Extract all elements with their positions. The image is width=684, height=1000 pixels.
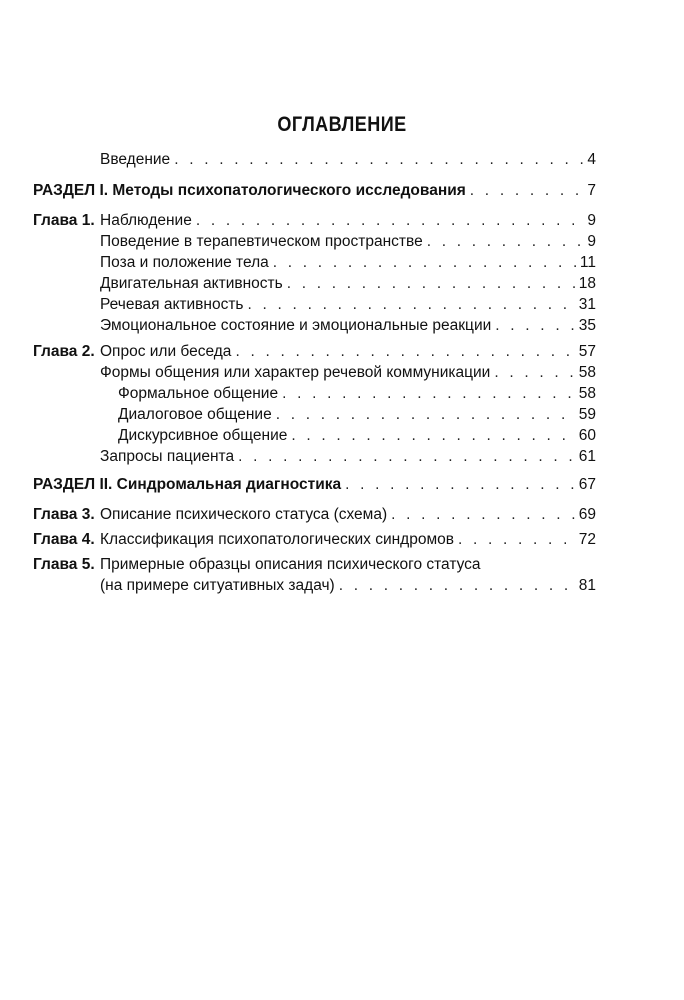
toc-entry-chapter-1[interactable] [100, 212, 596, 230]
toc-leader-dots [248, 296, 575, 314]
toc-entry-text: Эмоциональное состояние и эмоциональные реакции [100, 317, 492, 334]
toc-entry-text: Поза и положение тела [100, 254, 269, 271]
toc-chapter-label: Глава 3. [33, 506, 95, 523]
toc-page-number: 58 [578, 385, 596, 402]
toc-entry-text-continued: (на примере ситуативных задач) [100, 577, 335, 594]
toc-leader-dots [282, 385, 575, 403]
toc-page-number: 60 [578, 427, 596, 444]
toc-page-number: 67 [578, 476, 596, 493]
toc-leader-dots [339, 577, 575, 595]
toc-page-number: 9 [587, 212, 596, 229]
toc-entry-text: Двигательная активность [100, 275, 283, 292]
toc-entry-text: Примерные образцы описания психического статуса [100, 556, 481, 573]
toc-entry-section-2[interactable] [33, 476, 596, 494]
toc-page-number: 72 [578, 531, 596, 548]
toc-entry-behavior[interactable] [100, 233, 596, 251]
toc-entry-text: Запросы пациента [100, 448, 235, 465]
toc-page-number: 4 [587, 151, 596, 168]
toc-chapter-label: Глава 4. [33, 531, 95, 548]
toc-entry-introduction[interactable] [100, 151, 596, 169]
toc-entry-communication-forms[interactable] [100, 364, 596, 382]
toc-entry-dialog-communication[interactable] [118, 406, 596, 424]
toc-entry-text: Формальное общение [118, 385, 279, 402]
toc-leader-dots [458, 531, 575, 549]
toc-leader-dots [291, 427, 574, 445]
toc-entry-text: Диалоговое общение [118, 406, 272, 423]
toc-page-number: 18 [578, 275, 596, 292]
toc-entry-chapter-4[interactable] [100, 531, 596, 549]
page-title: ОГЛАВЛЕНИЕ [277, 113, 407, 136]
toc-page-number: 81 [578, 577, 596, 594]
toc-entry-speech-activity[interactable] [100, 296, 596, 314]
toc-leader-dots [345, 476, 575, 494]
toc-leader-dots [273, 254, 576, 272]
toc-entry-posture[interactable] [100, 254, 596, 272]
toc-leader-dots [287, 275, 575, 293]
toc-page-number: 61 [578, 448, 596, 465]
toc-page-number: 7 [587, 182, 596, 199]
toc-page-number: 57 [578, 343, 596, 360]
toc-entry-text: Введение [100, 151, 171, 168]
toc-page-number: 31 [578, 296, 596, 313]
toc-entry-chapter-3[interactable] [100, 506, 596, 524]
toc-leader-dots [427, 233, 584, 251]
toc-chapter-label: Глава 5. [33, 556, 95, 573]
toc-entry-patient-requests[interactable] [100, 448, 596, 466]
toc-leader-dots [174, 151, 583, 169]
toc-page-number: 58 [578, 364, 596, 381]
toc-leader-dots [470, 182, 584, 200]
toc-page-number: 69 [578, 506, 596, 523]
toc-entry-text: Поведение в терапевтическом пространстве [100, 233, 423, 250]
toc-leader-dots [495, 317, 574, 335]
toc-entry-chapter-2[interactable] [100, 343, 596, 361]
toc-entry-text: Речевая активность [100, 296, 244, 313]
toc-leader-dots [276, 406, 575, 424]
toc-leader-dots [238, 448, 575, 466]
toc-entry-chapter-5[interactable] [100, 577, 596, 595]
toc-entry-emotional-state[interactable] [100, 317, 596, 335]
toc-chapter-label: Глава 2. [33, 343, 95, 360]
toc-page-number: 59 [578, 406, 596, 423]
toc-entry-discursive-communication[interactable] [118, 427, 596, 445]
toc-entry-text: Опрос или беседа [100, 343, 232, 360]
toc-page-number: 11 [579, 254, 596, 271]
toc-section-text: РАЗДЕЛ II. Синдромальная диагностика [33, 476, 342, 493]
toc-leader-dots [235, 343, 574, 361]
toc-entry-text: Формы общения или характер речевой коммуникации [100, 364, 491, 381]
toc-entry-section-1[interactable] [33, 182, 596, 200]
toc-entry-text: Наблюдение [100, 212, 192, 229]
toc-page-number: 9 [587, 233, 596, 250]
toc-entry-text: Описание психического статуса (схема) [100, 506, 388, 523]
toc-entry-motor-activity[interactable] [100, 275, 596, 293]
toc-leader-dots [391, 506, 575, 524]
toc-page-number: 35 [578, 317, 596, 334]
toc-entry-formal-communication[interactable] [118, 385, 596, 403]
toc-entry-text: Дискурсивное общение [118, 427, 288, 444]
toc-leader-dots [494, 364, 574, 382]
toc-entry-text: Классификация психопатологических синдромов [100, 531, 454, 548]
toc-section-text: РАЗДЕЛ I. Методы психопатологического исследования [33, 182, 466, 199]
toc-chapter-label: Глава 1. [33, 212, 95, 229]
toc-leader-dots [196, 212, 584, 230]
